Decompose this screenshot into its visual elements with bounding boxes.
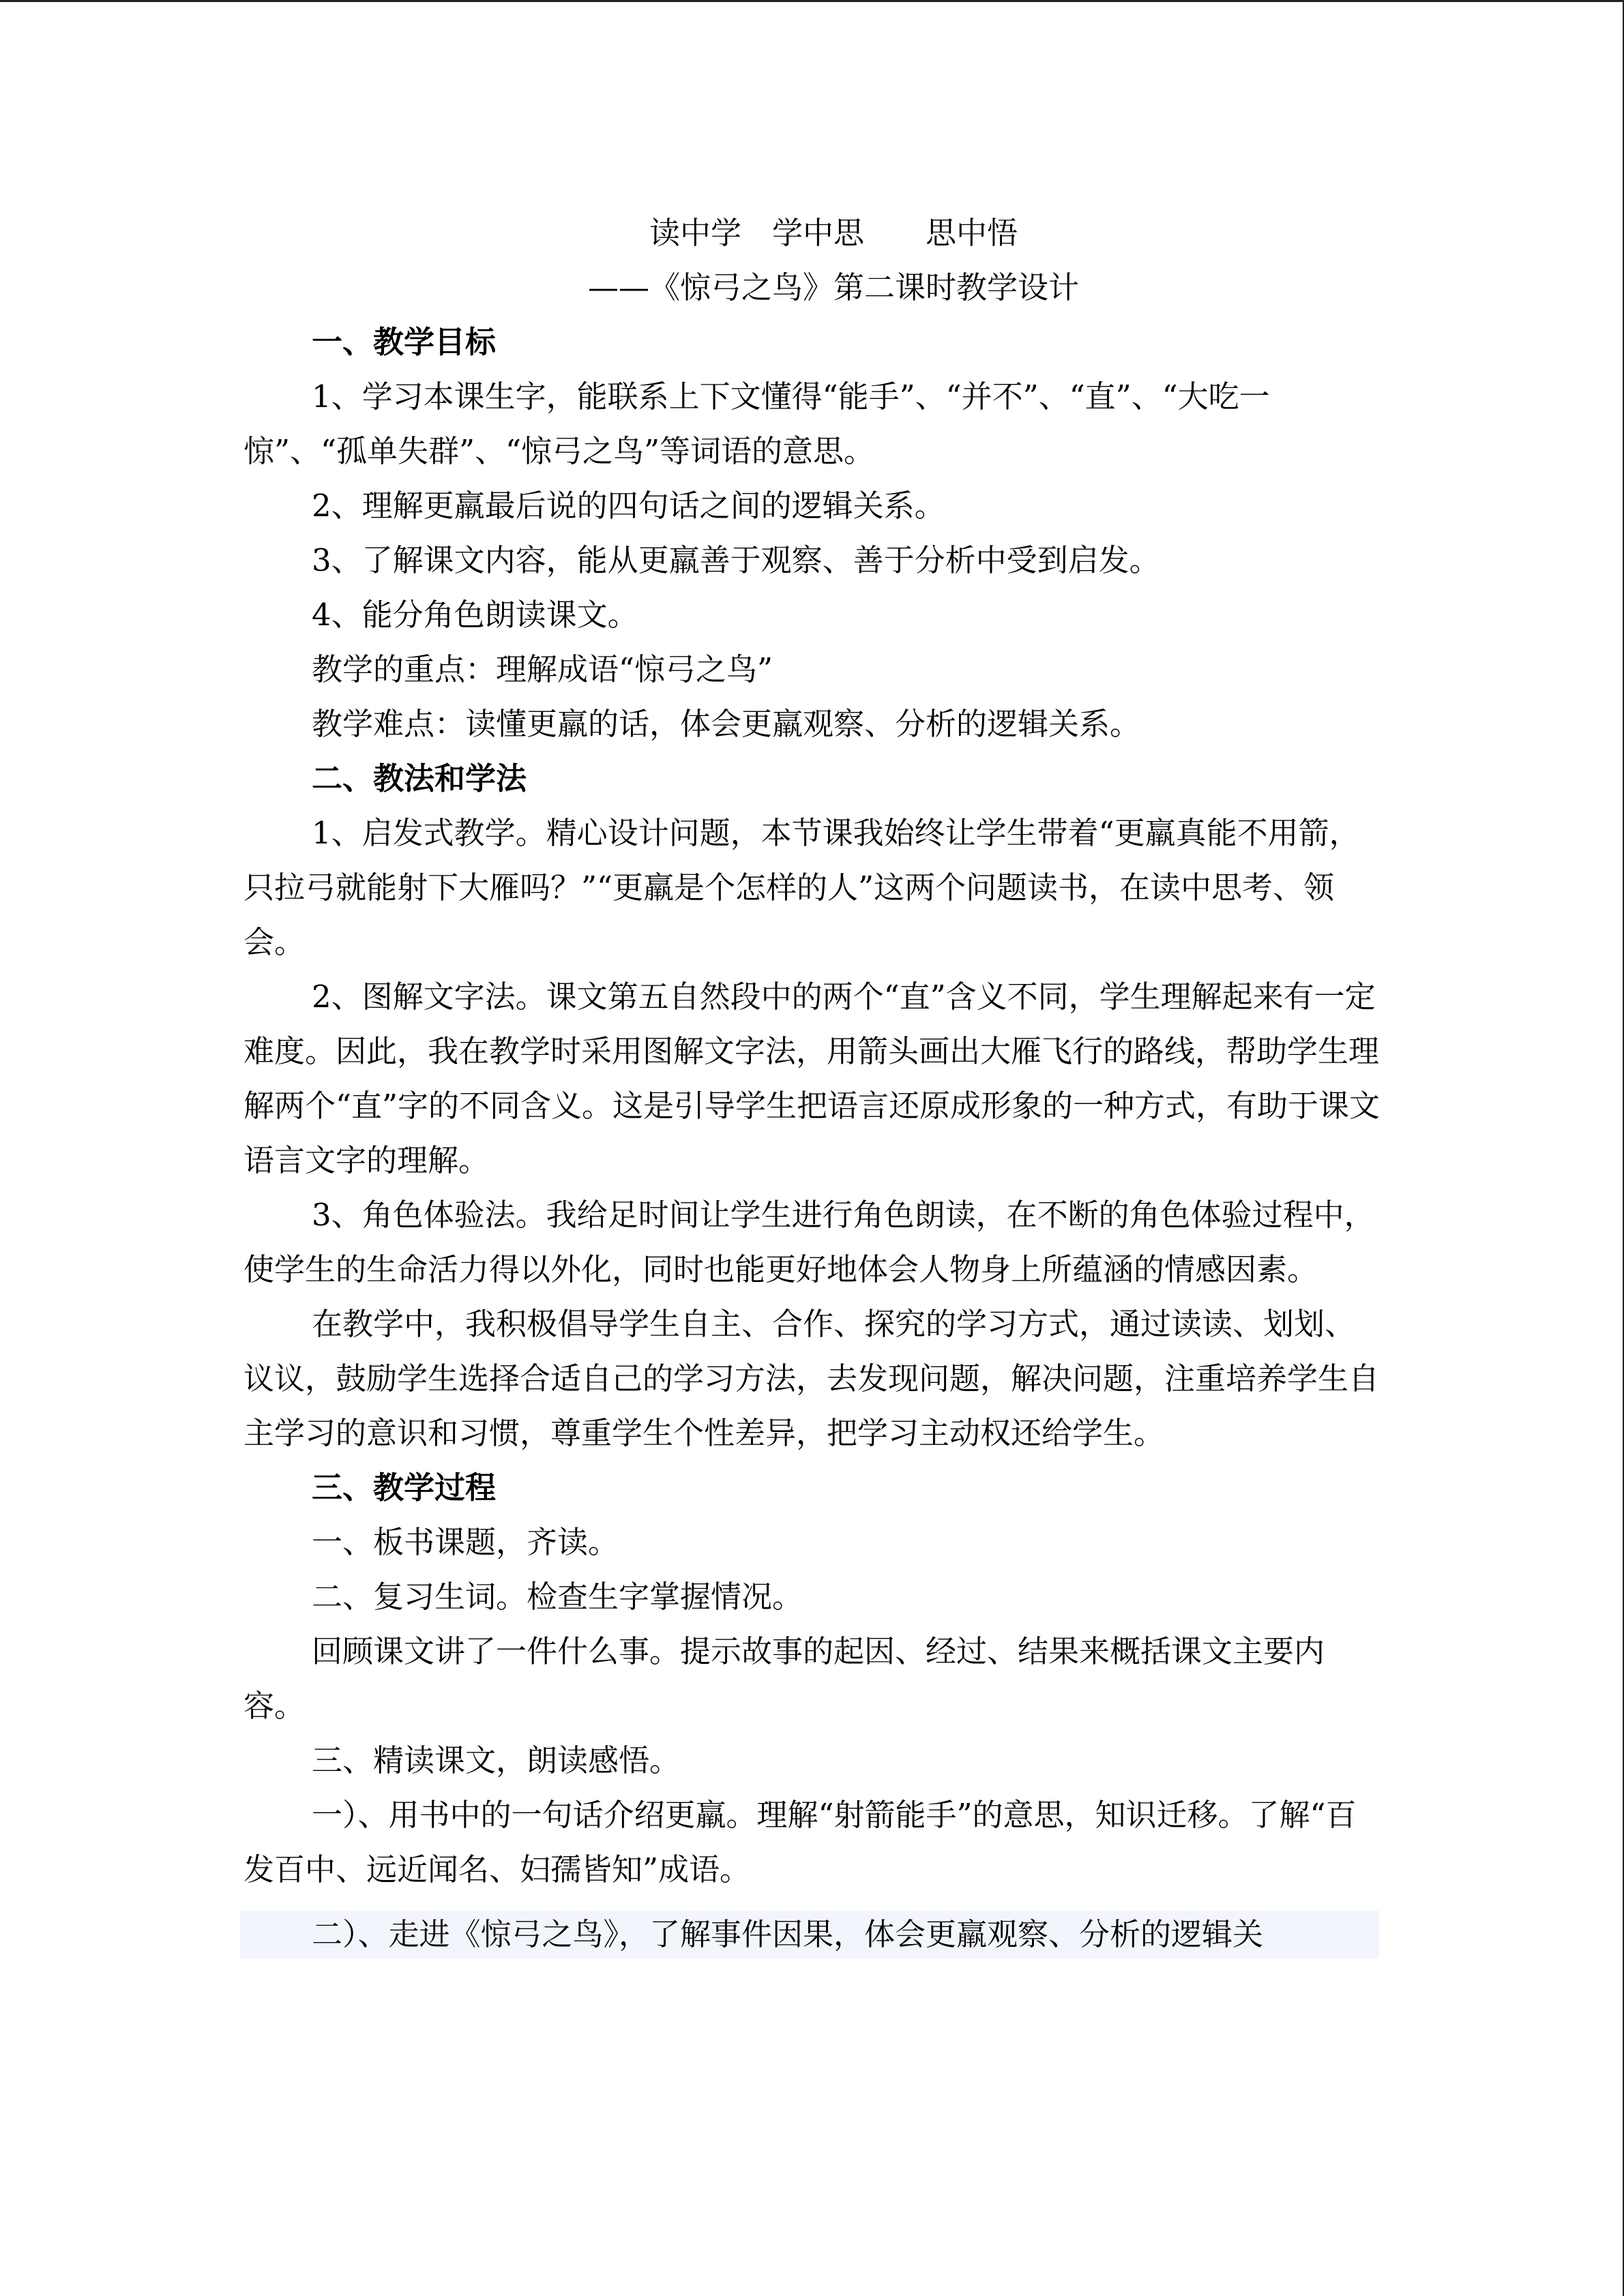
process-step-3: 三、精读课文，朗读感悟。 [312, 1742, 681, 1778]
objective-2: 2、理解更羸最后说的四句话之间的逻辑关系。 [312, 488, 945, 524]
document-body [243, 206, 1383, 1958]
difficult-point: 教学难点：读懂更羸的话，体会更羸观察、分析的逻辑关系。 [312, 706, 1141, 742]
process-step-2: 二、复习生词。检查生字掌握情况。 [312, 1579, 803, 1615]
section-heading-objectives: 一、教学目标 [312, 324, 497, 360]
method-2: 2、图解文字法。课文第五自然段中的两个“直”含义不同，学生理解起来有一定难度。因此，我在教学时采用图解文字法，用箭头画出大雁飞行的路线，帮助学生理解两个“直”字的不同含义。这是引导学生把语言还原成形象的一种方式，有助于课文语言文字的理解。 [243, 979, 1381, 1178]
key-point: 教学的重点：理解成语“惊弓之鸟” [312, 651, 773, 687]
process-sub-2: 二）、走进《惊弓之鸟》，了解事件因果，体会更羸观察、分析的逻辑关 [240, 1911, 1379, 1958]
objective-3: 3、了解课文内容，能从更羸善于观察、善于分析中受到启发。 [312, 542, 1160, 578]
document-title: 读中学 学中思 思中悟 [649, 215, 1018, 251]
objective-4: 4、能分角色朗读课文。 [312, 597, 638, 633]
objective-1: 1、学习本课生字，能联系上下文懂得“能手”、“并不”、“直”、“大吃一惊”、“孤单失群”、“惊弓之鸟”等词语的意思。 [243, 378, 1270, 469]
process-sub-1: 一）、用书中的一句话介绍更羸。理解“射箭能手”的意思，知识迁移。了解“百发百中、远近闻名、妇孺皆知”成语。 [243, 1797, 1357, 1888]
process-review: 回顾课文讲了一件什么事。提示故事的起因、经过、结果来概括课文主要内容。 [243, 1633, 1325, 1724]
process-step-1: 一、板书课题，齐读。 [312, 1524, 619, 1560]
method-summary: 在教学中，我积极倡导学生自主、合作、探究的学习方式，通过读读、划划、议议，鼓励学生选择合适自己的学习方法，去发现问题，解决问题，注重培养学生自主学习的意识和习惯，尊重学生个性差异，把学习主动权还给学生。 [243, 1306, 1380, 1451]
section-heading-methods: 二、教法和学法 [312, 760, 527, 796]
method-3: 3、角色体验法。我给足时间让学生进行角色朗读，在不断的角色体验过程中，使学生的生命活力得以外化，同时也能更好地体会人物身上所蕴涵的情感因素。 [243, 1197, 1375, 1287]
method-1: 1、启发式教学。精心设计问题，本节课我始终让学生带着“更羸真能不用箭，只拉弓就能射下大雁吗？”“更羸是个怎样的人”这两个问题读书，在读中思考、领会。 [243, 815, 1360, 960]
document-subtitle: ——《惊弓之鸟》第二课时教学设计 [587, 269, 1079, 305]
section-heading-process: 三、教学过程 [312, 1470, 497, 1506]
